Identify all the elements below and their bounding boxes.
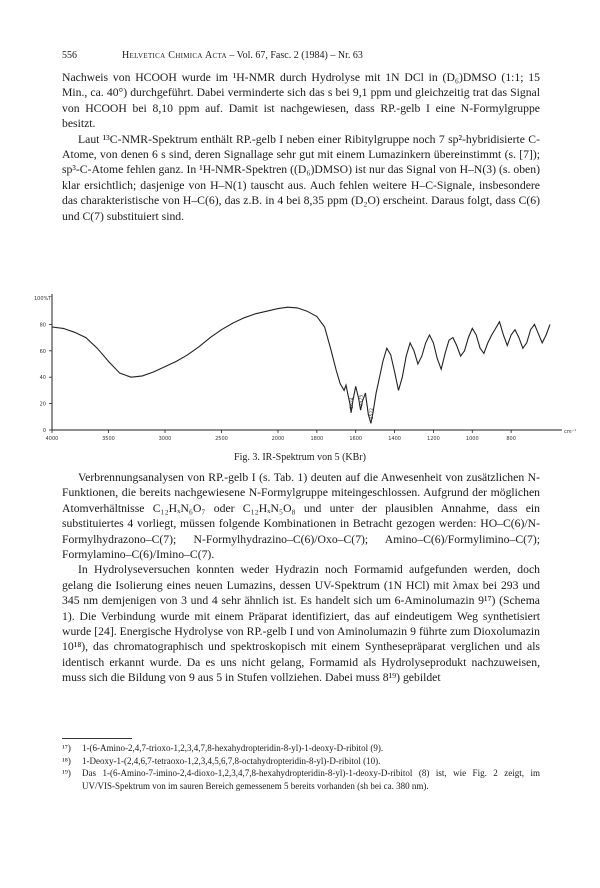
ir-spectrum-figure	[30, 288, 577, 446]
y-axis-title: 100%T	[34, 296, 52, 302]
x-tick-label: 1800	[310, 436, 324, 442]
peak-label: 1522	[369, 407, 375, 420]
x-tick-label: 1600	[349, 436, 363, 442]
x-tick-label: 800	[506, 436, 516, 442]
footnote-17	[62, 742, 540, 755]
spectrum-line	[52, 307, 550, 423]
paragraph-3: Verbrennungsanalysen von RP.-gelb I (s. Tab. 1) deuten auf die Anwesenheit von zusätzlichen N-Funktionen, die bereits nachgewiesene N-Formylgruppe miteingeschlossen. Aufgrund der möglichen Atomverhältnisse C₁₂HₓN₆O₇ oder C₁₂HₓN₅O₈ und unter der plausiblen Annahme, dass ein substituiertes 4 vorliegt, müssen folgende Kombinationen in Betracht gezogen werden: HO–C(6)/N-Formylhydrazono–C(7); N-Formylhydrazino–C(6)/Oxo–C(7); Amino–C(6)/Formylimino–C(7); Formylamino–C(6)/Imino–C(7).	[62, 471, 540, 562]
footnote-marker: ¹⁷)	[62, 743, 71, 753]
footnote-marker: ¹⁸)	[62, 755, 71, 766]
text-block-top	[62, 70, 540, 224]
x-tick-label: 1400	[388, 436, 401, 442]
y-tick-label: 40	[39, 375, 46, 382]
x-tick-label: 2500	[215, 436, 228, 442]
x-tick-label: 1000	[465, 436, 479, 442]
x-tick-label: 2000	[271, 436, 285, 442]
x-tick-label: 1200	[427, 436, 440, 442]
footnote-18	[62, 755, 540, 768]
peak-label: 1575	[359, 394, 365, 407]
footnote-text: 1-Deoxy-1-(2,4,6,7-tetraoxo-1,2,3,4,5,6,7,8-octahydropteridin-8-yl)-D-ribitol (10).	[82, 755, 381, 766]
paragraph-4: In Hydrolyseversuchen konnten weder Hydrazin noch Formamid aufgefunden werden, doch gelang die Isolierung eines neuen Lumazins, dessen UV-Spektrum (1N HCl) mit λmax bei 293 und 345 nm demjenigen von 3 und 4 sehr ähnlich ist. Es handelt sich um 6-Aminolumazin 9¹⁷) (Schema 1). Die Verbindung wurde mit einem Präparat identifiziert, das auf eindeutigem Weg synthetisiert wurde [24]. Energische Hydrolyse von RP.-gelb I und von Aminolumazin 9 führte zum Dioxolumazin 10¹⁸), das chromatographisch und spektroskopisch mit einem Synthesepräparat verglichen und als identisch erkannt wurde. Da es uns nicht gelang, Formamid als Hydrolyseprodukt nachzuweisen, muss sich die Bildung von 9 aus 5 in Stufen vollziehen. Dabei muss 8¹⁹) gebildet	[62, 563, 540, 685]
footnote-marker: ¹⁹)	[62, 768, 71, 778]
footnote-divider	[62, 738, 132, 739]
journal-issue: – Vol. 67, Fasc. 2 (1984) – Nr. 63	[229, 50, 363, 61]
journal-name: Helvetica Chimica Acta	[122, 50, 227, 61]
y-tick-label: 60	[39, 348, 46, 355]
paragraph-2: Laut ¹³C-NMR-Spektrum enthält RP.-gelb I neben einer Ribitylgruppe noch 7 sp²-hybridisierte C-Atome, von denen 6 s sind, deren Signallage sehr gut mit einem Lumazinkern übereinstimmt (s. [7]); sp³-C-Atome fehlen ganz. In ¹H-NMR-Spektren ((D₆)DMSO) ist nur das Signal von H–N(3) (s. oben) klar ersichtlich; dasjenige von H–N(1) tauscht aus. Auch fehlen weitere H–C-Signale, insbesondere das charakteristische von H–C(6), das z.B. in 4 bei 8,35 ppm (D₂O) erscheint. Daraus folgt, dass C(6) und C(7) substituiert sind.	[62, 132, 540, 223]
text-block-bottom	[62, 470, 540, 686]
x-tick-label: 3500	[102, 436, 115, 442]
journal-title	[122, 50, 363, 61]
page-number: 556	[62, 50, 77, 61]
figure-caption: Fig. 3. IR-Spektrum von 5 (KBr)	[234, 452, 366, 463]
x-tick-label: 3000	[158, 436, 172, 442]
y-tick-label: 0	[42, 428, 46, 434]
footnote-19	[62, 767, 540, 792]
y-tick-label: 80	[39, 322, 46, 329]
paragraph-1: Nachweis von HCOOH wurde im ¹H-NMR durch Hydrolyse mit 1N DCl in (D₆)DMSO (1:1; 15 Min., ca. 40°) durchgeführt. Dabei verminderte sich das s bei 9,1 ppm und gleichzeitig trat das Signal von HCOOH bei 8,10 ppm auf. Damit ist nachgewiesen, dass RP.-gelb I eine N-Formylgruppe besitzt.	[62, 71, 540, 131]
footnote-text: 1-(6-Amino-2,4,7-trioxo-1,2,3,4,7,8-hexahydropteridin-8-yl)-1-deoxy-D-ribitol (9).	[82, 743, 384, 753]
x-axis-unit: cm⁻¹	[564, 429, 577, 435]
chart-axes	[34, 294, 562, 430]
footnotes	[62, 742, 540, 792]
y-tick-label: 20	[39, 401, 46, 408]
peak-labels	[349, 395, 375, 420]
chart-ticks	[40, 322, 577, 442]
x-tick-label: 4000	[45, 436, 59, 442]
footnote-text: Das 1-(6-Amino-7-imino-2,4-dioxo-1,2,3,4,7,8-hexahydropteridin-8-yl)-1-deoxy-D-ribitol (8) ist, wie Fig. 2 zeigt, im UV/VIS-Spektrum von im sauren Bereich gemessenem 5 bereits vorhanden (sh bei ca. 380 nm).	[82, 768, 540, 791]
peak-label: 1624	[350, 397, 356, 409]
